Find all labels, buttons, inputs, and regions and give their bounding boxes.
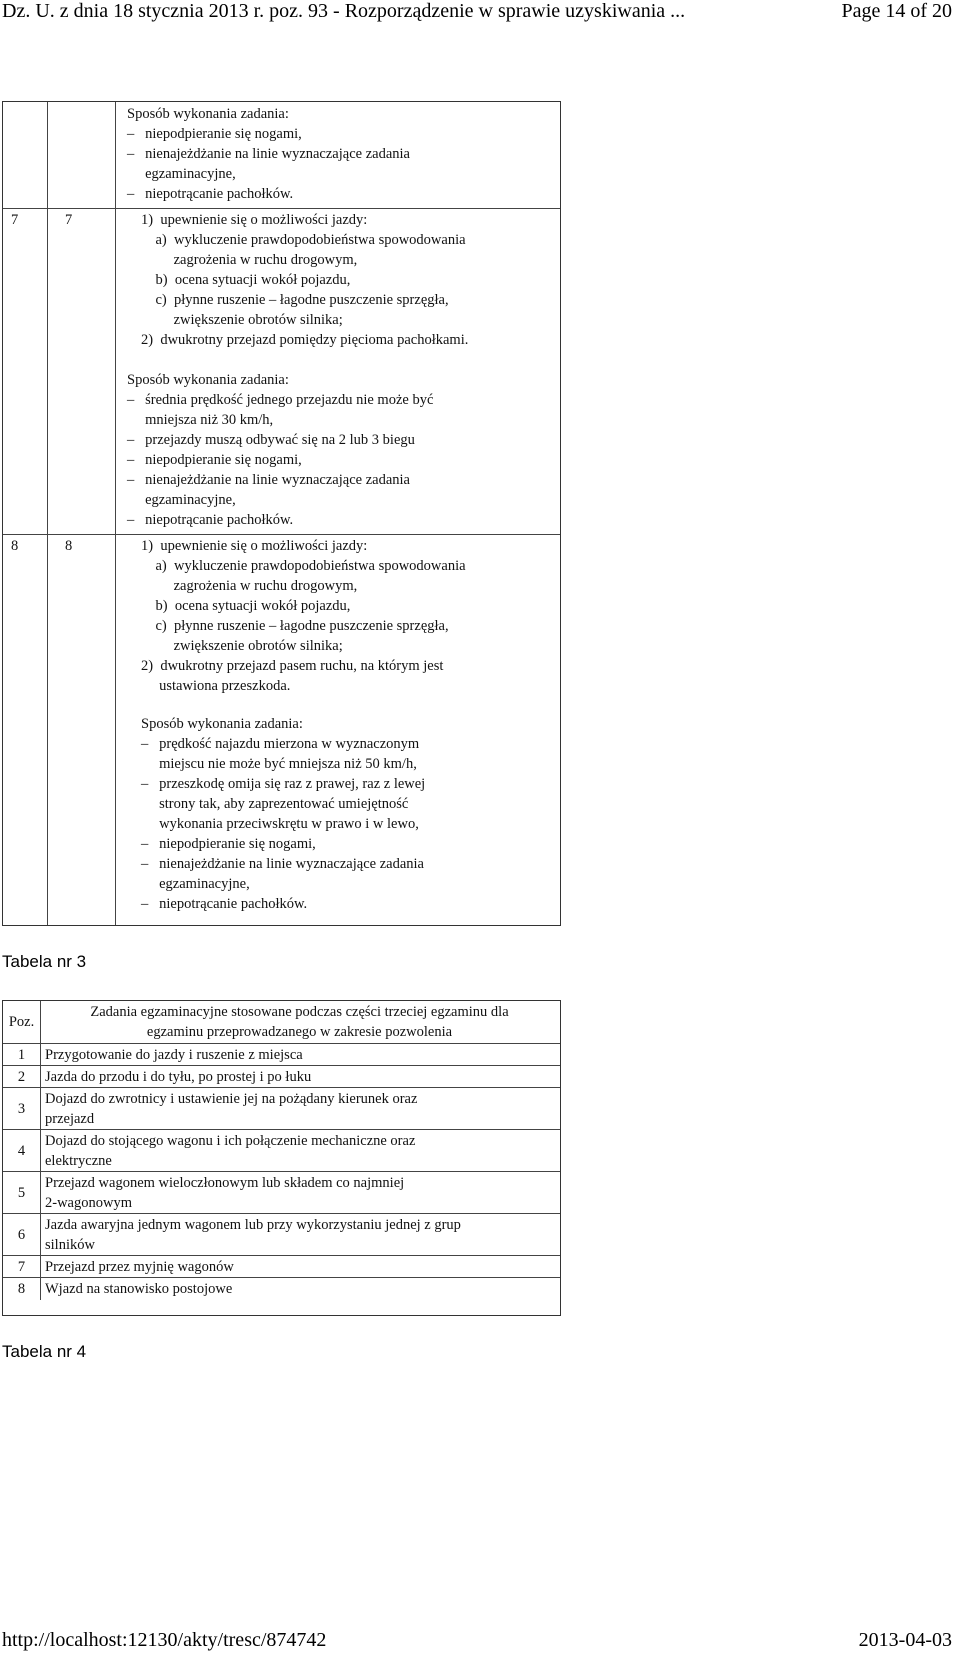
row-pos: 7	[3, 1256, 41, 1278]
scanned-table-exam-tasks	[2, 101, 561, 926]
row-text	[45, 1130, 554, 1172]
row-8-pos: 8	[11, 538, 19, 554]
text-line: a) wykluczenie prawdopodobieństwa spowodowania	[141, 232, 466, 248]
page-url: http://localhost:12130/akty/tresc/874742	[2, 1629, 327, 1651]
row-pos: 1	[3, 1044, 41, 1066]
row-pos: 2	[3, 1066, 41, 1088]
text-line: – średnia prędkość jednego przejazdu nie może być	[127, 392, 434, 408]
row-line: Dojazd do zwrotnicy i ustawienie jej na pożądany kierunek oraz	[45, 1091, 418, 1107]
caption-table-4: Tabela nr 4	[2, 1342, 87, 1361]
text-line: ustawiona przeszkoda.	[141, 678, 291, 694]
text-line: – niepotrącanie pachołków.	[141, 896, 308, 912]
row-pos: 6	[3, 1214, 41, 1256]
text-line: – niepotrącanie pachołków.	[127, 512, 294, 528]
task-block-8	[141, 536, 466, 696]
text-line: strony tak, aby zaprezentować umiejętność	[141, 796, 409, 812]
row-text	[45, 1088, 554, 1130]
scanned-table-3	[2, 1000, 561, 1316]
row-text	[45, 1044, 554, 1066]
text-line: wykonania przeciwskrętu w prawo i w lewo,	[141, 816, 419, 832]
text-line: mniejsza niż 30 km/h,	[127, 412, 274, 428]
text-line: – niepodpieranie się nogami,	[127, 452, 302, 468]
row-line: Jazda awaryjna jednym wagonem lub przy wykorzystaniu jednej z grup	[45, 1217, 461, 1233]
table-row	[3, 1255, 560, 1278]
text-line: 1) upewnienie się o możliwości jazdy:	[141, 538, 368, 554]
table-row	[3, 1087, 560, 1130]
text-line: Sposób wykonania zadania:	[127, 106, 289, 122]
row-divider	[3, 208, 560, 209]
page-header-title: Dz. U. z dnia 18 stycznia 2013 r. poz. 93 - Rozporządzenie w sprawie uzyskiwania ...	[2, 0, 686, 22]
text-line: – przeszkodę omija się raz z prawej, raz z lewej	[141, 776, 426, 792]
text-line: 2) dwukrotny przejazd pomiędzy pięcioma pachołkami.	[141, 332, 469, 348]
row-line: Przejazd wagonem wieloczłonowym lub składem co najmniej	[45, 1175, 405, 1191]
row-text	[45, 1256, 554, 1278]
task-block-7	[141, 210, 468, 350]
text-line: miejscu nie może być mniejsza niż 50 km/h,	[141, 756, 417, 772]
text-line: egzaminacyjne,	[141, 876, 250, 892]
row-pos: 3	[3, 1088, 41, 1130]
header-pos: Poz.	[3, 1001, 41, 1043]
text-line: – nienajeżdżanie na linie wyznaczające zadania	[127, 146, 410, 162]
table-row	[3, 1213, 560, 1256]
table-header-row	[3, 1001, 560, 1043]
text-line: egzaminacyjne,	[127, 166, 236, 182]
table-row	[3, 1129, 560, 1172]
row-line: Przejazd przez myjnię wagonów	[45, 1259, 234, 1275]
text-line: c) płynne ruszenie – łagodne puszczenie sprzęgła,	[141, 292, 449, 308]
row-line: Dojazd do stojącego wagonu i ich połączenie mechaniczne oraz	[45, 1133, 416, 1149]
text-line: – nienajeżdżanie na linie wyznaczające zadania	[127, 472, 410, 488]
row-line: Wjazd na stanowisko postojowe	[45, 1281, 233, 1297]
text-line: – prędkość najazdu mierzona w wyznaczonym	[141, 736, 420, 752]
row-line: 2-wagonowym	[45, 1195, 132, 1211]
row-pos: 5	[3, 1172, 41, 1214]
column-divider	[47, 102, 48, 925]
table-row	[3, 1043, 560, 1066]
text-line: zwiększenie obrotów silnika;	[141, 638, 343, 654]
row-pos: 4	[3, 1130, 41, 1172]
text-line: – niepotrącanie pachołków.	[127, 186, 294, 202]
row-line: silników	[45, 1237, 95, 1253]
row-7-num: 7	[65, 212, 73, 228]
text-line: – niepodpieranie się nogami,	[141, 836, 316, 852]
text-line: a) wykluczenie prawdopodobieństwa spowodowania	[141, 558, 466, 574]
header-line: Zadania egzaminacyjne stosowane podczas części trzeciej egzaminu dla	[90, 1004, 509, 1020]
print-date: 2013-04-03	[858, 1629, 952, 1651]
header-line: egzaminu przeprowadzanego w zakresie pozwolenia	[146, 1024, 453, 1040]
text-line: 1) upewnienie się o możliwości jazdy:	[141, 212, 368, 228]
row-7-pos: 7	[11, 212, 19, 228]
row-text	[45, 1214, 554, 1256]
row-text	[45, 1278, 554, 1300]
text-line: b) ocena sytuacji wokół pojazdu,	[141, 272, 351, 288]
text-line: – nienajeżdżanie na linie wyznaczające zadania	[141, 856, 424, 872]
row-pos: 8	[3, 1278, 41, 1300]
text-line: 2) dwukrotny przejazd pasem ruchu, na którym jest	[141, 658, 444, 674]
row-8-num: 8	[65, 538, 73, 554]
text-line: Sposób wykonania zadania:	[127, 372, 289, 388]
method-block-8	[141, 714, 425, 914]
text-line: b) ocena sytuacji wokół pojazdu,	[141, 598, 351, 614]
method-block-6	[127, 104, 410, 204]
text-line: c) płynne ruszenie – łagodne puszczenie sprzęgła,	[141, 618, 449, 634]
row-text	[45, 1172, 554, 1214]
page-number: Page 14 of 20	[841, 0, 952, 22]
text-line: zagrożenia w ruchu drogowym,	[141, 578, 358, 594]
row-line: Przygotowanie do jazdy i ruszenie z miejsca	[45, 1047, 303, 1063]
row-line: przejazd	[45, 1111, 95, 1127]
text-line: egzaminacyjne,	[127, 492, 236, 508]
method-block-7	[127, 370, 433, 530]
text-line: – niepodpieranie się nogami,	[127, 126, 302, 142]
text-line: – przejazdy muszą odbywać się na 2 lub 3 biegu	[127, 432, 415, 448]
row-line: Jazda do przodu i do tyłu, po prostej i po łuku	[45, 1069, 312, 1085]
row-text	[45, 1066, 554, 1088]
table-row	[3, 1277, 560, 1300]
row-divider	[3, 534, 560, 535]
text-line: zwiększenie obrotów silnika;	[141, 312, 343, 328]
caption-table-3: Tabela nr 3	[2, 952, 87, 971]
text-line: zagrożenia w ruchu drogowym,	[141, 252, 358, 268]
row-line: elektryczne	[45, 1153, 112, 1169]
text-line: Sposób wykonania zadania:	[141, 716, 303, 732]
table-row	[3, 1171, 560, 1214]
table-row	[3, 1065, 560, 1088]
header-title	[45, 1001, 554, 1043]
column-divider	[115, 102, 116, 925]
